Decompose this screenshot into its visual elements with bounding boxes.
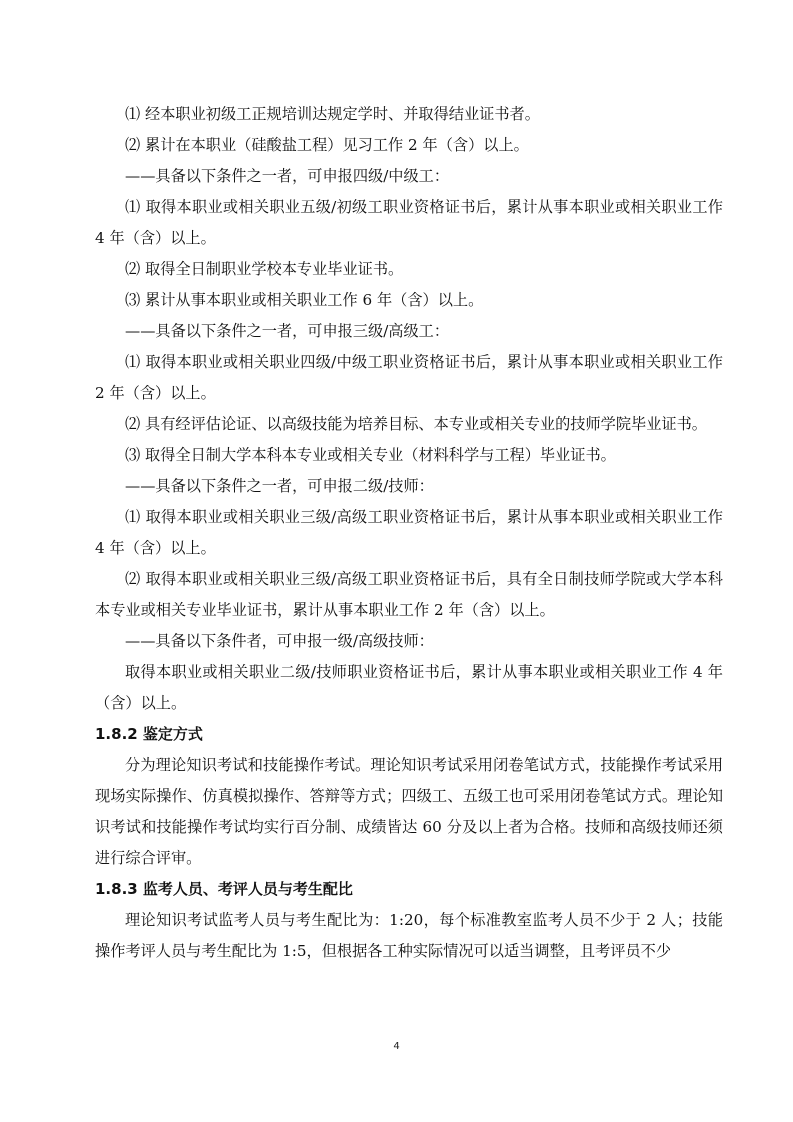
level-heading: ——具备以下条件之一者，可申报四级/中级工： <box>125 167 450 185</box>
body-paragraph: 理论知识考试监考人员与考生配比为：1:20，每个标准教室监考人员不少于 2 人；技能操作考评人员与考生配比为 1:5，但根据各工种实际情况可以适当调整，且考评员不少 <box>95 911 723 960</box>
condition-item: ⑵ 具有经评估论证、以高级技能为培养目标、本专业或相关专业的技师学院毕业证书。 <box>125 415 707 433</box>
level-heading: ——具备以下条件之一者，可申报二级/技师： <box>125 477 434 495</box>
condition-item: ⑴ 取得本职业或相关职业四级/中级工职业资格证书后，累计从事本职业或相关职业工作 2 年（含）以上。 <box>95 353 723 402</box>
page-content <box>95 99 723 967</box>
condition-item: ⑴ 经本职业初级工正规培训达规定学时、并取得结业证书者。 <box>125 105 540 123</box>
section-heading-1-8-2: 1.8.2 鉴定方式 <box>95 725 203 743</box>
level-heading: ——具备以下条件之一者，可申报三级/高级工： <box>125 322 450 340</box>
section-heading-1-8-3: 1.8.3 监考人员、考评人员与考生配比 <box>95 880 353 898</box>
condition-item: ⑶ 取得全日制大学本科本专业或相关专业（材料科学与工程）毕业证书。 <box>125 446 616 464</box>
condition-item: ⑴ 取得本职业或相关职业五级/初级工职业资格证书后，累计从事本职业或相关职业工作 4 年（含）以上。 <box>95 198 723 247</box>
condition-item: ⑵ 取得全日制职业学校本专业毕业证书。 <box>125 260 404 278</box>
condition-item: ⑵ 累计在本职业（硅酸盐工程）见习工作 2 年（含）以上。 <box>125 136 529 154</box>
condition-item: ⑴ 取得本职业或相关职业三级/高级工职业资格证书后，累计从事本职业或相关职业工作 4 年（含）以上。 <box>95 508 723 557</box>
level-heading: ——具备以下条件者，可申报一级/高级技师： <box>125 632 434 650</box>
body-paragraph: 分为理论知识考试和技能操作考试。理论知识考试采用闭卷笔试方式，技能操作考试采用现场实际操作、仿真模拟操作、答辩等方式；四级工、五级工也可采用闭卷笔试方式。理论知识考试和技能操作考试均实行百分制、成绩皆达 60 分及以上者为合格。技师和高级技师还须进行综合评审。 <box>95 756 723 867</box>
condition-item: 取得本职业或相关职业二级/技师职业资格证书后，累计从事本职业或相关职业工作 4 年（含）以上。 <box>95 663 723 712</box>
condition-item: ⑵ 取得本职业或相关职业三级/高级工职业资格证书后，具有全日制技师学院或大学本科本专业或相关专业毕业证书，累计从事本职业工作 2 年（含）以上。 <box>95 570 723 619</box>
condition-item: ⑶ 累计从事本职业或相关职业工作 6 年（含）以上。 <box>125 291 484 309</box>
page-number: 4 <box>393 1041 400 1052</box>
